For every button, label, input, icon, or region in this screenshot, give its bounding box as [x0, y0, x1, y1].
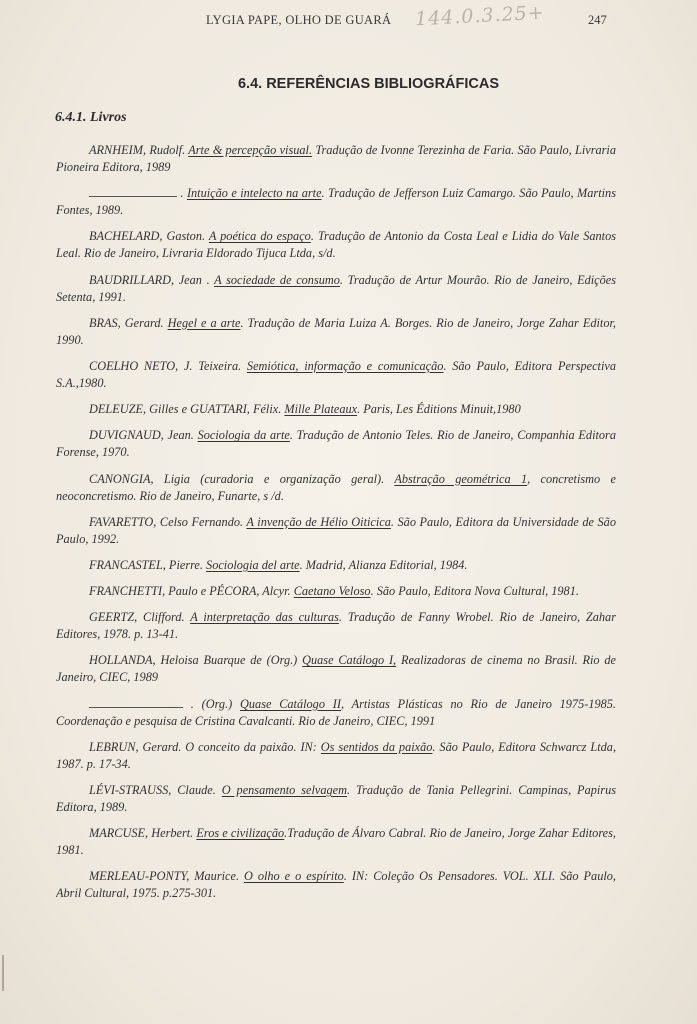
reference-entry: FAVARETTO, Celso Fernando. A invenção de Hélio Oiticica. São Paulo, Editora da Universidade de São Paulo, 1992. — [56, 514, 616, 546]
reference-entry: COELHO NETO, J. Teixeira. Semiótica, informação e comunicação. São Paulo, Editora Perspectiva S.A.,1980. — [56, 358, 616, 390]
reference-title: Hegel e a arte — [167, 315, 241, 330]
reference-entry: BAUDRILLARD, Jean . A sociedade de consumo. Tradução de Artur Mourão. Rio de Janeiro, Edições Setenta, 1991. — [56, 272, 616, 304]
page-number: 247 — [588, 13, 607, 27]
subsection-title: 6.4.1. Livros — [55, 110, 127, 125]
reference-title: Sociologia del arte — [206, 557, 300, 572]
handwritten-catalog-note: 144.0.3.25+ — [414, 1, 546, 31]
reference-entry: MARCUSE, Herbert. Eros e civilização.Tradução de Álvaro Cabral. Rio de Janeiro, Jorge Zahar Editores, 1981. — [56, 826, 616, 858]
reference-title: A invenção de Hélio Oiticica — [246, 514, 391, 529]
running-head: LYGIA PAPE, OLHO DE GUARÁ — [206, 13, 392, 27]
reference-list — [56, 142, 616, 912]
reference-entry: DUVIGNAUD, Jean. Sociologia da arte. Tradução de Antonio Teles. Rio de Janeiro, Companhia Editora Forense, 1970. — [56, 428, 616, 460]
reference-title: Mille Plateaux — [284, 402, 358, 417]
reference-title: O pensamento selvagem — [221, 783, 347, 797]
reference-title: Intuição e intelecto na arte — [186, 186, 322, 201]
page-header — [0, 1, 697, 33]
reference-title: A sociedade de consumo — [214, 272, 340, 287]
reference-entry: GEERTZ, Clifford. A interpretação das culturas. Tradução de Fanny Wrobel. Rio de Janeiro, Zahar Editores, 1978. p. 13-41. — [56, 610, 616, 642]
reference-title: A poética do espaço — [208, 229, 311, 244]
reference-entry: FRANCHETTI, Paulo e PÉCORA, Alcyr. Caetano Veloso. São Paulo, Editora Nova Cultural, 1981. — [89, 584, 579, 599]
reference-entry: LÉVI-STRAUSS, Claude. O pensamento selvagem. Tradução de Tania Pellegrini. Campinas, Papirus Editora, 1989. — [56, 783, 616, 814]
reference-title: Abstração geométrica 1 — [394, 471, 528, 486]
reference-entry: DELEUZE, Gilles e GUATTARI, Félix. Mille Plateaux. Paris, Les Éditions Minuit,1980 — [89, 402, 521, 417]
reference-title: Caetano Veloso — [293, 584, 371, 599]
reference-title: Quase Catálogo II — [240, 696, 341, 711]
reference-entry: BRAS, Gerard. Hegel e a arte. Tradução de Maria Luiza A. Borges. Rio de Janeiro, Jorge Zahar Editor, 1990. — [56, 315, 616, 347]
reference-title: A interpretação das culturas — [190, 610, 339, 625]
binding-mark — [2, 955, 4, 991]
reference-title: Arte & percepção visual. — [188, 143, 313, 157]
reference-entry: HOLLANDA, Heloisa Buarque de (Org.) Quase Catálogo I, Realizadoras de cinema no Brasil. Rio de Janeiro, CIEC, 1989 — [56, 653, 616, 685]
reference-entry: . (Org.) Quase Catálogo II, Artistas Plásticas no Rio de Janeiro 1975-1985. Coordenação e pesquisa de Cristina Cavalcanti. Rio de Janeiro, CIEC, 1991 — [56, 696, 616, 728]
reference-title: Os sentidos da paixão — [320, 739, 433, 754]
reference-title: O olho e o espírito — [244, 869, 344, 884]
reference-entry: ARNHEIM, Rudolf. Arte & percepção visual. Tradução de Ivonne Terezinha de Faria. São Paulo, Livraria Pioneira Editora, 1989 — [56, 143, 616, 174]
reference-entry: . Intuição e intelecto na arte. Tradução de Jefferson Luiz Camargo. São Paulo, Martins Fontes, 1989. — [56, 186, 616, 218]
ditto-rule — [89, 185, 177, 197]
reference-title: Semiótica, informação e comunicação — [246, 358, 444, 373]
reference-title: Quase Catálogo I, — [302, 653, 397, 668]
reference-title: Sociologia da arte — [197, 428, 290, 443]
reference-title: Eros e civilização — [196, 826, 285, 841]
ditto-rule — [89, 696, 183, 708]
reference-entry: MERLEAU-PONTY, Maurice. O olho e o espírito. IN: Coleção Os Pensadores. VOL. XLI. São Paulo, Abril Cultural, 1975. p.275-301. — [56, 869, 616, 901]
reference-entry: LEBRUN, Gerard. O conceito da paixão. IN: Os sentidos da paixão. São Paulo, Editora Schwarcz Ltda, 1987. p. 17-34. — [56, 739, 616, 771]
reference-entry: FRANCASTEL, Pierre. Sociologia del arte. Madrid, Alianza Editorial, 1984. — [89, 557, 468, 572]
reference-entry: CANONGIA, Ligia (curadoria e organização geral). Abstração geométrica 1, concretismo e neoconcretismo. Rio de Janeiro, Funarte, s /d. — [56, 471, 616, 503]
reference-entry: BACHELARD, Gaston. A poética do espaço. Tradução de Antonio da Costa Leal e Lidia do Vale Santos Leal. Rio de Janeiro, Livraria Eldorado Tijuca Ltda, s/d. — [56, 229, 616, 261]
section-title: 6.4. REFERÊNCIAS BIBLIOGRÁFICAS — [237, 76, 500, 92]
